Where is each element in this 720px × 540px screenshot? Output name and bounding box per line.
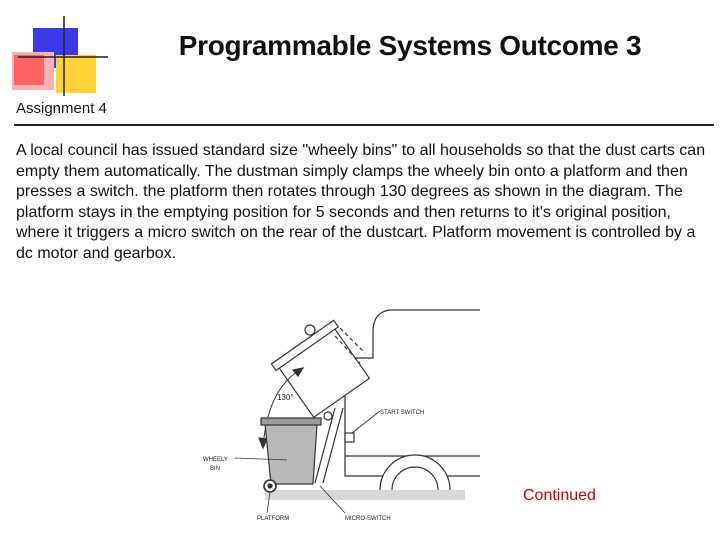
wheely-bin-lid — [261, 418, 321, 425]
dustcart-body — [345, 310, 480, 476]
bin-wheel-hub — [268, 484, 272, 488]
wheely-bin-label-line2: BIN — [210, 466, 221, 472]
wheely-bin — [265, 424, 317, 484]
bin-wheel-raised — [305, 325, 315, 335]
logo-red-square — [14, 55, 44, 85]
assignment-heading: Assignment 4 — [16, 100, 107, 117]
ground — [265, 490, 465, 500]
slide-title: Programmable Systems Outcome 3 — [178, 30, 642, 61]
slide-logo — [0, 0, 110, 100]
logo-yellow-square — [56, 55, 96, 93]
arc-arrowhead-bottom — [259, 438, 267, 448]
pivot-point — [324, 412, 332, 420]
angle-label: 130° — [277, 393, 294, 402]
start-switch-box — [345, 433, 354, 442]
title-divider — [14, 124, 714, 126]
start-switch-label: START SWITCH — [380, 410, 425, 416]
assignment-description: A local council has issued standard size "wheely bins" to all households so that the dust carts can empty them automatically. The dustman simply clamps the wheely bin onto a platform and then presses a switch. the platform then rotates through 130 degrees as shown in the diagram. The platform stays in the emptying position for 5 seconds and then returns to it's original position, where it triggers a micro switch on the rear of the dustcart. Platform movement is controlled by a dc motor and gearbox. — [16, 142, 706, 262]
wheely-bin-label-line1: WHEELY — [203, 457, 228, 463]
dustcart-diagram — [195, 298, 480, 530]
continued-link[interactable]: Continued — [523, 487, 596, 504]
platform-label: PLATFORM — [257, 516, 290, 522]
micro-switch-label: MICRO-SWITCH — [345, 516, 391, 522]
